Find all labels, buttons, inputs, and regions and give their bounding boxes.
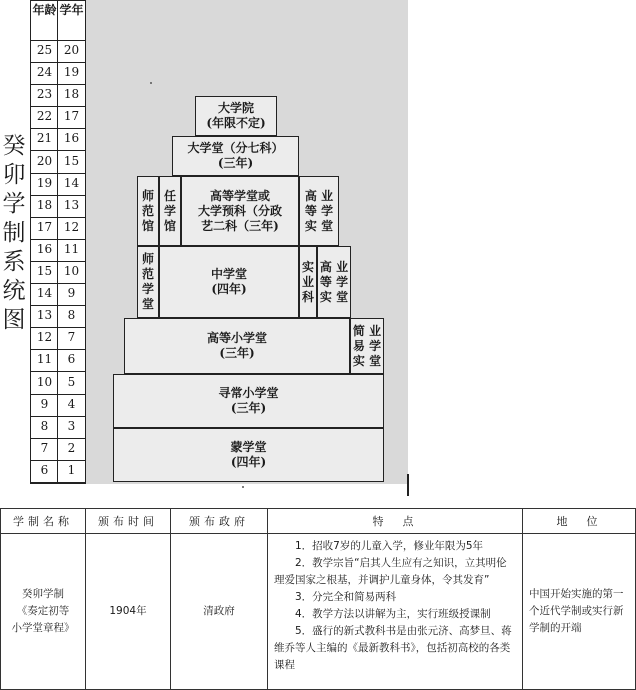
grade-value: 7	[67, 330, 76, 345]
elementary-school-box: 蒙学堂 (四年)	[113, 428, 384, 482]
age-row	[31, 417, 85, 439]
age-value: 21	[36, 131, 53, 146]
grade-value: 2	[67, 440, 76, 455]
age-value: 6	[40, 462, 49, 477]
age-value: 25	[36, 43, 53, 57]
age-row	[31, 107, 85, 129]
header-features: 特 点	[268, 509, 523, 534]
age-value: 8	[40, 418, 49, 433]
header-name: 学制名称	[1, 509, 86, 534]
grade-value: 14	[63, 175, 80, 190]
feature-item: 1．招收7岁的儿童入学，修业年限为5年	[295, 540, 484, 552]
middle-school-box: 中学堂 (四年)	[159, 246, 299, 318]
age-row	[31, 196, 85, 218]
cell-features	[268, 534, 523, 690]
age-grade-table	[30, 0, 86, 484]
age-row	[31, 461, 85, 483]
age-row	[31, 85, 85, 107]
grade-value: 17	[63, 109, 80, 124]
higher-school-box: 高等学堂或 大学预科（分政 艺二科（三年)	[181, 176, 299, 246]
header-year: 颁布时间	[86, 509, 171, 534]
grade-value: 3	[67, 418, 76, 433]
age-value: 10	[36, 374, 53, 389]
table-header-row	[1, 509, 636, 534]
university-institute-box: 大学院 (年限不定)	[195, 96, 277, 136]
header-government: 颁布政府	[171, 509, 268, 534]
age-header-label: 年龄	[32, 3, 57, 17]
university-box: 大学堂（分七科） (三年)	[172, 136, 299, 176]
lower-primary-box: 寻常小学堂 (三年)	[113, 374, 384, 428]
teacher-hall-box: 任 学 馆	[159, 176, 181, 246]
age-row	[31, 129, 85, 151]
age-table-header	[31, 1, 85, 41]
age-row	[31, 240, 85, 262]
feature-item: 3．分完全和简易两科	[295, 591, 397, 603]
grade-value: 6	[67, 352, 76, 367]
age-row	[31, 373, 85, 395]
age-row	[31, 218, 85, 240]
grade-value: 11	[63, 241, 80, 256]
feature-item: 4．教学方法以讲解为主，实行班级授课制	[295, 608, 491, 620]
cell-government: 清政府	[171, 534, 268, 690]
age-row	[31, 63, 85, 85]
grade-value: 4	[67, 396, 76, 411]
higher-industrial-school-box: 高 业 等 学 实 堂	[299, 176, 339, 246]
age-row	[31, 41, 85, 63]
age-row	[31, 262, 85, 284]
age-value: 7	[40, 440, 49, 455]
age-value: 15	[36, 264, 53, 278]
header-status: 地 位	[523, 509, 636, 534]
age-value: 18	[36, 197, 53, 212]
grade-value: 15	[63, 153, 80, 168]
grade-value: 20	[63, 43, 80, 57]
grade-value: 5	[67, 374, 76, 389]
middle-industrial-school-box: 高 业 等 学 实 堂	[317, 246, 351, 318]
age-row	[31, 350, 85, 372]
grade-value: 1	[67, 462, 76, 477]
age-row	[31, 284, 85, 306]
grade-value: 18	[63, 87, 80, 102]
feature-item: 2．教学宗旨“启其人生应有之知识，立其明伦理爱国家之根基，并调护儿童身体，令其发育”	[274, 557, 507, 586]
age-value: 13	[36, 308, 53, 323]
age-value: 23	[36, 87, 53, 102]
age-value: 19	[36, 175, 53, 190]
cell-name: 癸卯学制 《奏定初等 小学堂章程》	[1, 534, 86, 690]
grade-header-label: 学年	[59, 3, 84, 17]
age-row	[31, 328, 85, 350]
scan-dot	[150, 82, 152, 84]
grade-value: 13	[63, 197, 80, 212]
grade-value: 19	[63, 65, 80, 80]
simple-industrial-school-box: 简 业 易 学 实 堂	[350, 318, 384, 374]
cell-year: 1904年	[86, 534, 171, 690]
cell-status: 中国开始实施的第一个近代学制或实行新学制的开端	[523, 534, 636, 690]
higher-primary-box: 高等小学堂 (三年)	[124, 318, 350, 374]
age-value: 22	[36, 109, 53, 124]
scan-dot	[242, 486, 244, 488]
age-value: 16	[36, 241, 53, 256]
feature-item: 5．盛行的新式教科书是由张元济、高梦旦、蒋维乔等人主编的《最新教科书》，包括初高校的各类课程	[274, 625, 512, 671]
table-row	[1, 534, 636, 690]
grade-value: 9	[67, 286, 76, 301]
age-row	[31, 439, 85, 461]
age-row	[31, 152, 85, 174]
age-value: 12	[36, 330, 53, 345]
age-row	[31, 306, 85, 328]
age-value: 11	[36, 352, 53, 367]
grade-value: 10	[63, 264, 80, 278]
age-value: 20	[36, 153, 53, 168]
age-value: 17	[36, 219, 53, 234]
age-row	[31, 395, 85, 417]
age-value: 24	[36, 65, 53, 80]
age-row	[31, 174, 85, 196]
age-value: 14	[36, 286, 53, 301]
age-value: 9	[40, 396, 49, 411]
scan-mark	[407, 474, 409, 496]
school-system-info-table	[0, 508, 636, 690]
grade-value: 16	[63, 131, 80, 146]
grade-value: 12	[63, 219, 80, 234]
normal-school-box: 师 范 学 堂	[137, 246, 159, 318]
normal-hall-box: 师 范 馆	[137, 176, 159, 246]
diagram-side-title: 癸卯学制系统图	[2, 133, 26, 333]
grade-value: 8	[67, 308, 76, 323]
industrial-academy-box: 实 业 科	[299, 246, 317, 318]
